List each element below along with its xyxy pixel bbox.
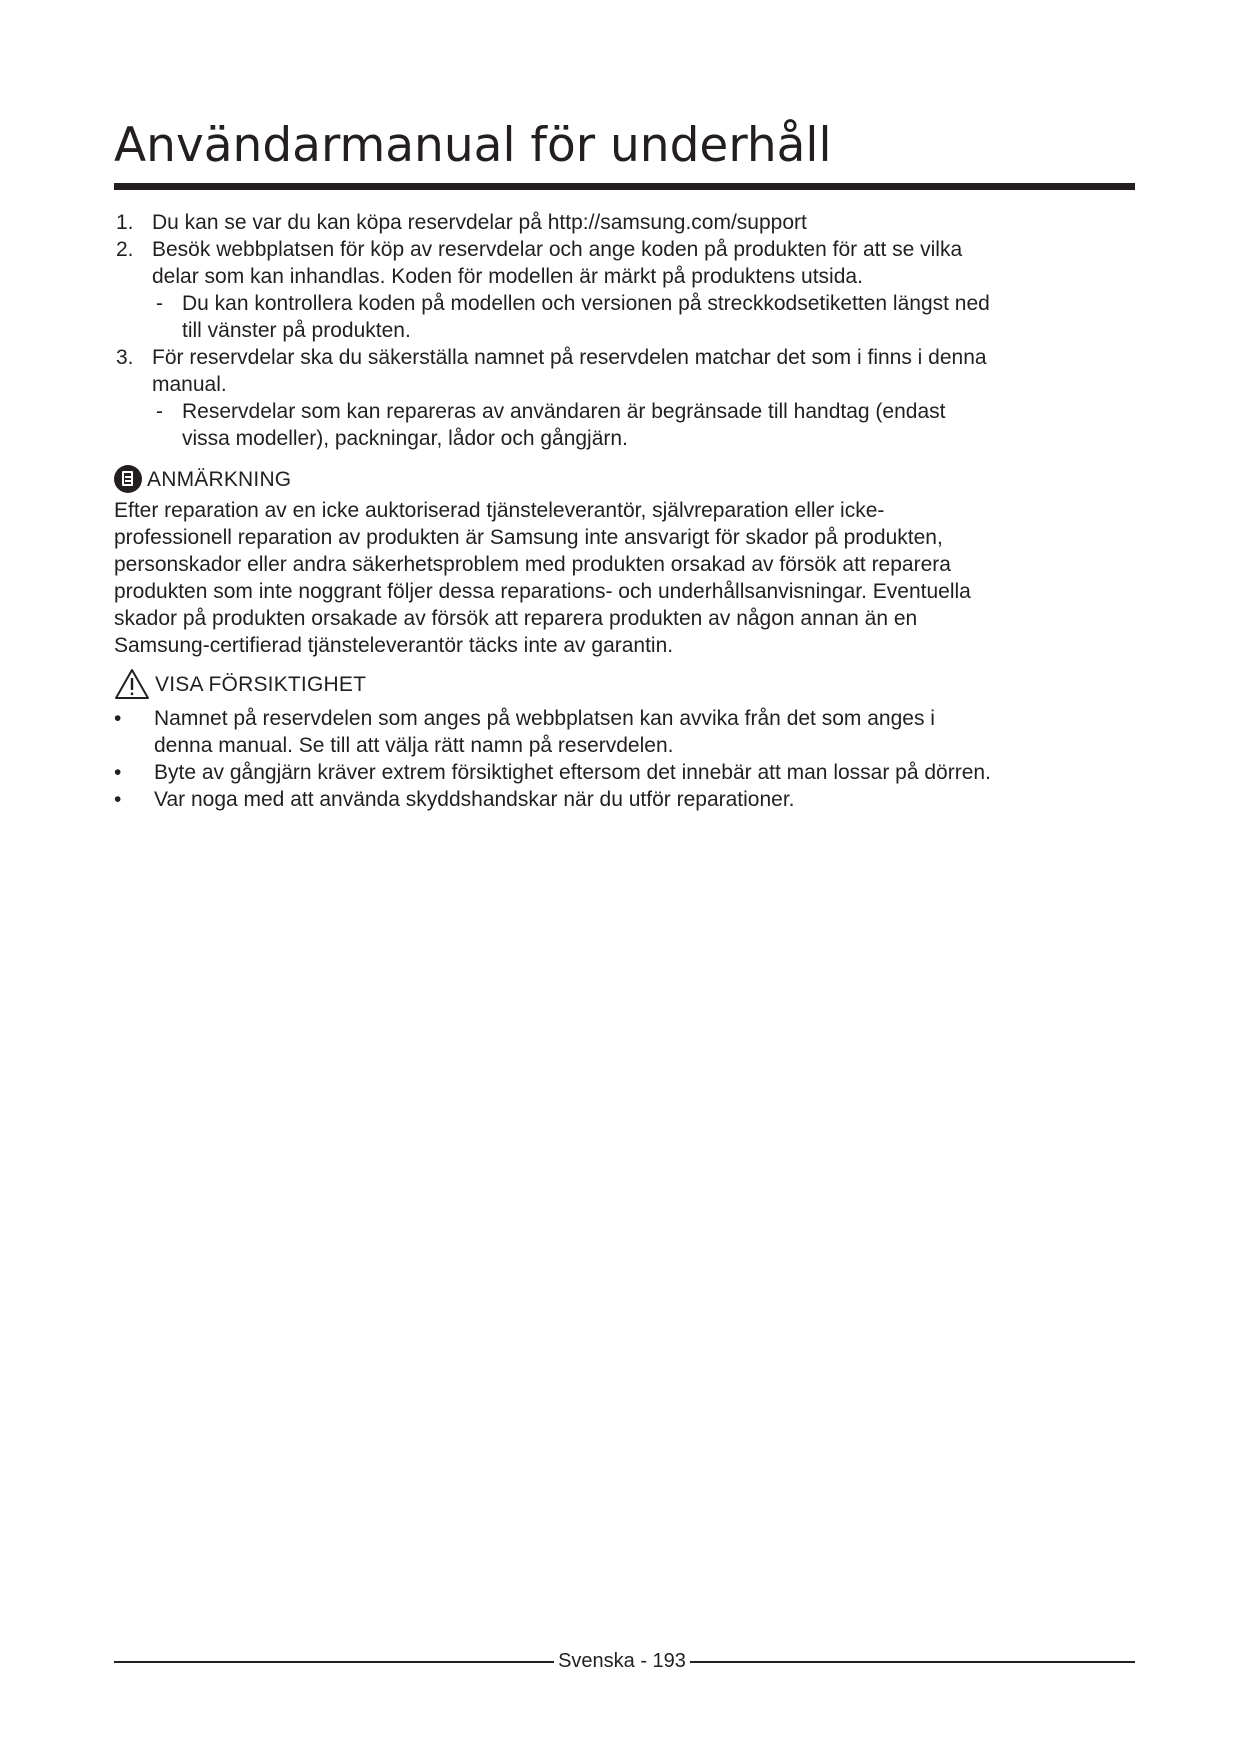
caution-item	[114, 786, 994, 813]
caution-item	[114, 759, 994, 786]
note-text: Efter reparation av en icke auktoriserad tjänsteleverantör, självreparation eller icke-professionell reparation av produkten är Samsung inte ansvarigt för skador på produkten, personskador eller andra säkerhetsproblem med produkten orsakad av försök att reparera produkten som inte noggrant följer dessa reparations- och underhållsanvisningar. Eventuella skador på produkten orsakade av försök att reparera produkten av någon annan än en Samsung-certifierad tjänsteleverantör täcks inte av garantin.	[114, 499, 971, 657]
step-2	[114, 236, 994, 290]
caution-text: Var noga med att använda skyddshandskar när du utför reparationer.	[154, 788, 795, 811]
title-rule	[114, 183, 1135, 190]
step-text: Besök webbplatsen för köp av reservdelar och ange koden på produkten för att se vilka delar som kan inhandlas. Koden för modellen är märkt på produktens utsida.	[152, 238, 963, 288]
step-3	[114, 344, 994, 398]
note-label: ANMÄRKNING	[147, 467, 292, 491]
caution-text: Namnet på reservdelen som anges på webbplatsen kan avvika från det som anges i denna manual. Se till att välja rätt namn på reservdelen.	[154, 707, 935, 757]
step-3-subnote	[114, 398, 994, 452]
dash-marker: -	[156, 292, 163, 315]
content	[114, 209, 994, 813]
caution-heading	[114, 669, 994, 699]
caution-text: Byte av gångjärn kräver extrem försiktighet eftersom det innebär att man lossar på dörren.	[154, 761, 991, 784]
subnote-text: Reservdelar som kan repareras av användaren är begränsade till handtag (endast vissa modeller), packningar, lådor och gångjärn.	[182, 400, 946, 450]
subnote-text: Du kan kontrollera koden på modellen och versionen på streckkodsetiketten längst ned till vänster på produkten.	[182, 292, 990, 342]
bullet: •	[114, 707, 122, 730]
dash-marker: -	[156, 400, 163, 423]
page-title: Användarmanual för underhåll	[114, 118, 832, 173]
footer-rule-left	[114, 1661, 554, 1663]
warning-icon	[114, 668, 150, 700]
step-number: 2.	[116, 238, 134, 261]
note-icon	[114, 465, 142, 493]
page-number: Svenska - 193	[558, 1650, 686, 1672]
bullet: •	[114, 761, 122, 784]
caution-item	[114, 705, 994, 759]
bullet: •	[114, 788, 122, 811]
step-text: För reservdelar ska du säkerställa namnet på reservdelen matchar det som i finns i denna manual.	[152, 346, 987, 396]
step-text: Du kan se var du kan köpa reservdelar på http://samsung.com/support	[152, 211, 807, 234]
step-1	[114, 209, 994, 236]
note-heading	[114, 464, 994, 494]
footer-rule-right	[690, 1661, 1135, 1663]
caution-label: VISA FÖRSIKTIGHET	[155, 672, 367, 696]
step-number: 1.	[116, 211, 134, 234]
step-2-subnote	[114, 290, 994, 344]
step-number: 3.	[116, 346, 134, 369]
